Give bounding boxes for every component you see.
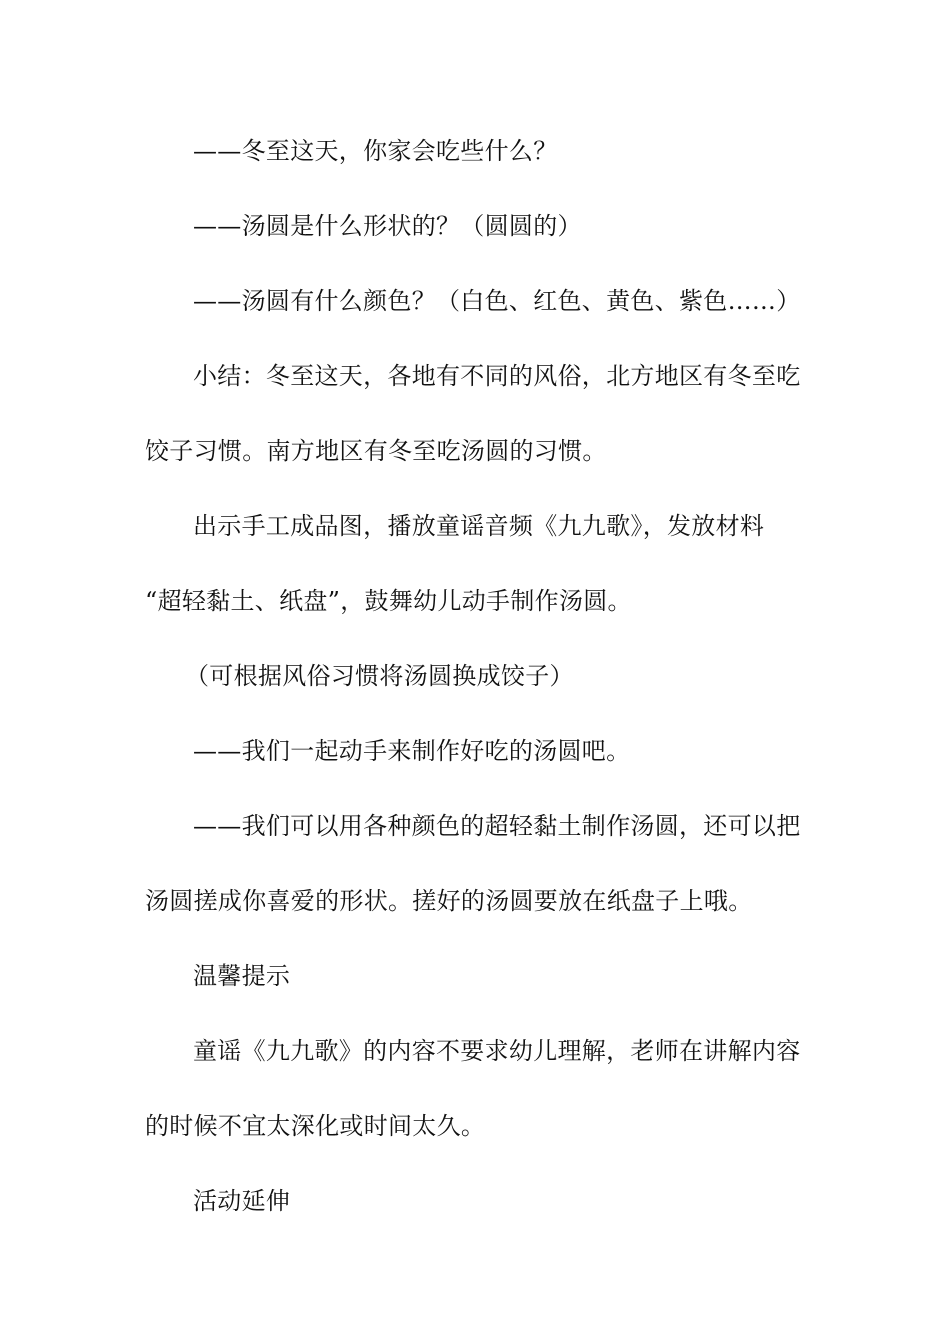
prompt-line-2: ——我们可以用各种颜色的超轻黏土制作汤圆，还可以把 bbox=[193, 812, 801, 840]
prompt-line-3: 汤圆搓成你喜爱的形状。搓好的汤圆要放在纸盘子上哦。 bbox=[145, 887, 753, 915]
note-line: （可根据风俗习惯将汤圆换成饺子） bbox=[185, 662, 574, 690]
tips-heading: 温馨提示 bbox=[193, 962, 291, 990]
tips-line-2: 的时候不宜太深化或时间太久。 bbox=[145, 1112, 486, 1140]
summary-line-2: 饺子习惯。南方地区有冬至吃汤圆的习惯。 bbox=[145, 437, 607, 465]
question-line-3: ——汤圆有什么颜色？（白色、红色、黄色、紫色……） bbox=[193, 287, 801, 315]
activity-line-1: 出示手工成品图，播放童谣音频《九九歌》，发放材料 bbox=[193, 512, 765, 540]
question-line-1: ——冬至这天，你家会吃些什么？ bbox=[193, 137, 558, 165]
tips-line-1: 童谣《九九歌》的内容不要求幼儿理解，老师在讲解内容 bbox=[193, 1037, 801, 1065]
question-line-2: ——汤圆是什么形状的？（圆圆的） bbox=[193, 212, 582, 240]
summary-line-1: 小结：冬至这天，各地有不同的风俗，北方地区有冬至吃 bbox=[193, 362, 801, 390]
extension-heading: 活动延伸 bbox=[193, 1187, 291, 1215]
prompt-line-1: ——我们一起动手来制作好吃的汤圆吧。 bbox=[193, 737, 631, 765]
activity-line-2: “超轻黏土、纸盘”，鼓舞幼儿动手制作汤圆。 bbox=[145, 587, 632, 615]
